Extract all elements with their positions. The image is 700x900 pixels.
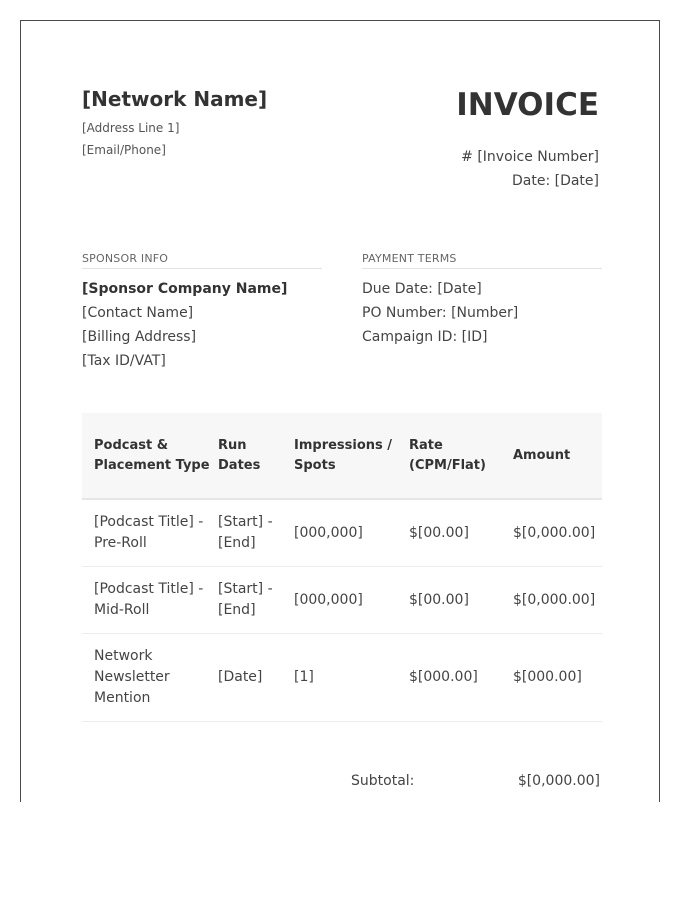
sponsor-company-name: [Sponsor Company Name]: [82, 281, 288, 297]
sponsor-tax-id: [Tax ID/VAT]: [82, 353, 166, 369]
header-placement-type: Podcast & Placement Type: [94, 437, 210, 473]
sponsor-contact-name: [Contact Name]: [82, 305, 194, 321]
row-rate: $[00.00]: [409, 591, 469, 608]
network-name: [Network Name]: [82, 87, 268, 111]
email-phone: [Email/Phone]: [82, 143, 166, 157]
header-rate: Rate (CPM/Flat): [409, 437, 486, 473]
table-row: [82, 567, 602, 634]
row-run-dates: [Start] - [End]: [218, 581, 273, 618]
row-placement-type: Network Newsletter Mention: [94, 648, 170, 706]
row-rate: $[00.00]: [409, 524, 469, 541]
row-impressions: [000,000]: [294, 524, 363, 541]
line-items-table: [82, 413, 602, 722]
row-run-dates: [Date]: [218, 669, 263, 685]
address-line: [Address Line 1]: [82, 121, 180, 135]
header-run-dates: Run Dates: [218, 437, 261, 473]
invoice-page: [20, 20, 660, 802]
po-number: PO Number: [Number]: [362, 305, 519, 321]
payment-terms-heading: PAYMENT TERMS: [362, 252, 602, 269]
sponsor-info-heading: SPONSOR INFO: [82, 252, 322, 269]
row-amount: $[0,000.00]: [513, 591, 596, 608]
header-amount: Amount: [513, 447, 571, 463]
row-amount: $[0,000.00]: [513, 524, 596, 541]
row-amount: $[000.00]: [513, 669, 582, 685]
row-impressions: [000,000]: [294, 591, 363, 608]
campaign-id: Campaign ID: [ID]: [362, 329, 488, 345]
due-date: Due Date: [Date]: [362, 281, 482, 297]
subtotal-label: Subtotal:: [351, 773, 415, 789]
row-impressions: [1]: [294, 669, 314, 685]
sponsor-billing-address: [Billing Address]: [82, 329, 197, 345]
row-placement-type: [Podcast Title] - Mid-Roll: [94, 581, 204, 618]
table-header: [82, 413, 602, 500]
invoice-title: INVOICE: [456, 87, 599, 123]
subtotal-value: $[0,000.00]: [517, 773, 600, 789]
row-rate: $[000.00]: [409, 669, 478, 685]
row-run-dates: [Start] - [End]: [218, 514, 273, 551]
invoice-date: Date: [Date]: [511, 173, 599, 189]
table-row: [82, 634, 602, 722]
invoice-number: # [Invoice Number]: [461, 149, 599, 165]
table-row: [82, 500, 602, 567]
header-impressions: Impressions / Spots: [294, 437, 393, 473]
row-placement-type: [Podcast Title] - Pre-Roll: [94, 514, 204, 551]
